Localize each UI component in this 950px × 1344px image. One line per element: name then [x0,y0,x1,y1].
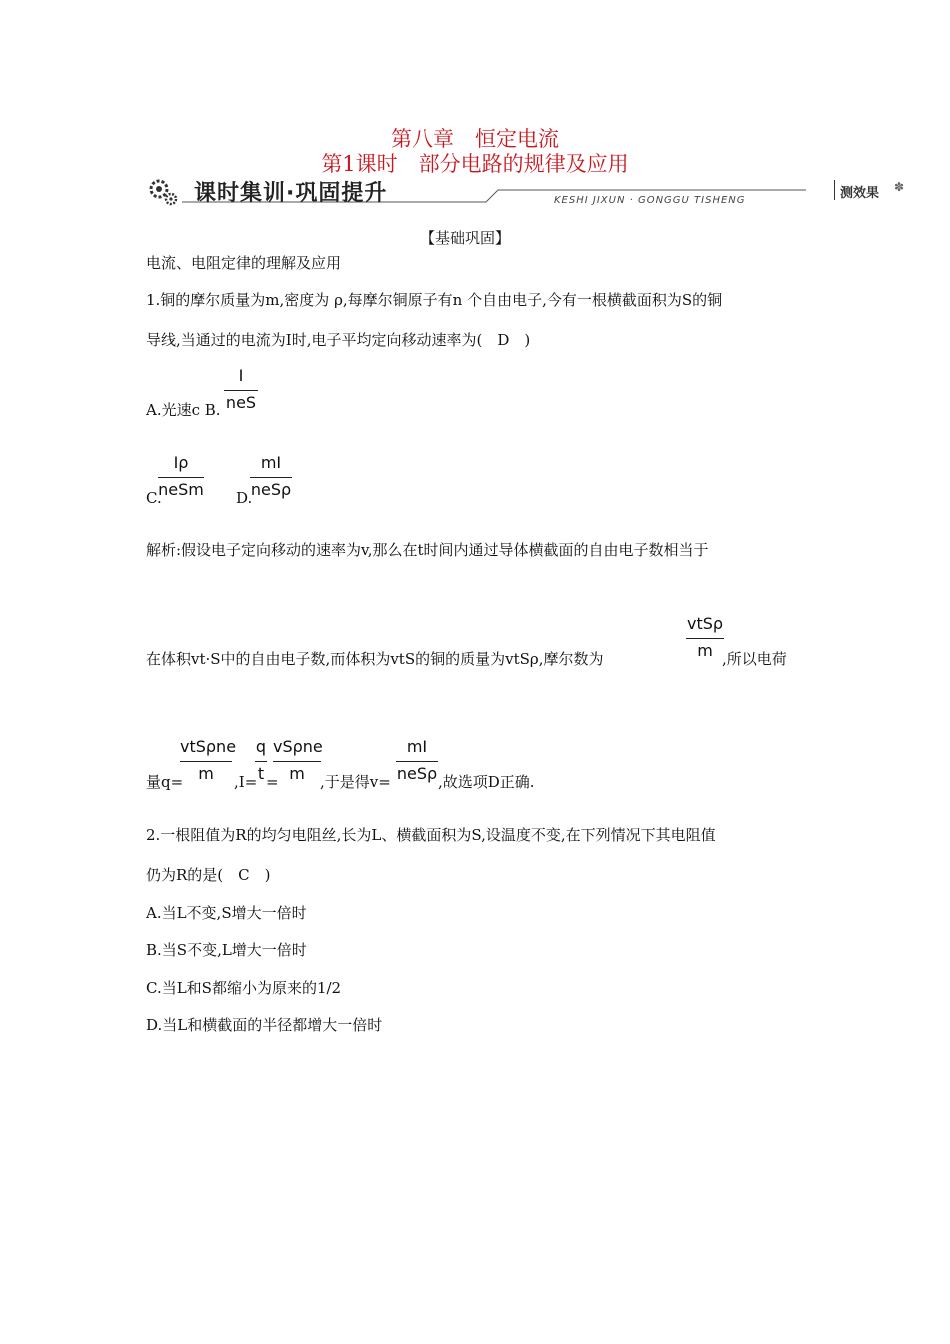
fraction-numerator: vtSρne [180,737,232,762]
q1-stem-line1: 1.铜的摩尔质量为m,密度为 ρ,每摩尔铜原子有n 个自由电子,今有一根横截面积为S的铜 [146,291,723,309]
q1-analysis-line3-part3: ,于是得v= [320,773,391,791]
fraction-denominator: m [697,641,713,660]
q1-current-fraction [273,737,321,784]
q1-analysis-line1: 解析:假设电子定向移动的速率为v,那么在t时间内通过导体横截面的自由电子数相当于 [146,541,709,559]
q2-option-a: A.当L不变,S增大一倍时 [146,904,307,922]
q1-stem-line2: 导线,当通过的电流为I时,电子平均定向移动速率为( D ) [146,331,531,349]
q2-stem-line2: 仍为R的是( C ) [146,866,271,884]
fraction-denominator: m [289,764,305,783]
q1-option-c-fraction [158,453,204,500]
q1-analysis-line3-part4: ,故选项D正确. [438,773,535,791]
section-topic: 电流、电阻定律的理解及应用 [146,254,342,272]
q2-option-b: B.当S不变,L增大一倍时 [146,941,307,959]
q2-option-c: C.当L和S都缩小为原来的1/2 [146,979,342,997]
fraction-numerator: vtSρ [686,614,724,639]
q2-stem-line1: 2.一根阻值为R的均匀电阻丝,长为L、横截面积为S,设温度不变,在下列情况下其电阻值 [146,826,716,844]
banner-right-label: 测效果 [840,186,880,201]
fraction-denominator: m [198,764,214,783]
q1-analysis-line2: 在体积vt·S中的自由电子数,而体积为vtS的铜的质量为vtSρ,摩尔数为 [146,650,604,668]
fraction-denominator: t [257,764,265,783]
fraction-numerator: mI [396,737,438,762]
q1-analysis-line3-part1: 量q= [146,773,184,791]
banner-subtitle: KESHI JIXUN · GONGGU TISHENG [554,195,746,206]
fraction-numerator: Iρ [158,453,204,478]
fraction-denominator: neSm [158,480,204,499]
fraction-numerator: mI [250,453,292,478]
banner-title: 课时集训·巩固提升 [194,181,388,206]
q1-analysis-line2-end: ,所以电荷 [722,650,787,668]
section-heading: 【基础巩固】 [420,229,511,247]
flower-icon: ✽ [894,180,905,194]
q1-option-d: D. [236,489,253,507]
chapter-title: 第八章 恒定电流 [391,127,559,151]
q1-molar-fraction [686,614,724,661]
q1-equals-sign: = [266,773,279,791]
q1-velocity-fraction [396,737,438,784]
fraction-denominator: neS [225,393,257,412]
q1-option-d-fraction [250,453,292,500]
fraction-numerator: q [255,737,267,762]
q1-option-b-fraction [224,366,258,413]
q1-analysis-line3-part2: ,I= [234,773,258,791]
fraction-denominator: neSρ [250,480,292,499]
lesson-title: 第1课时 部分电路的规律及应用 [321,152,629,176]
q2-option-d: D.当L和横截面的半径都增大一倍时 [146,1016,383,1034]
fraction-numerator: I [224,366,258,391]
fraction-numerator: vSρne [273,737,321,762]
q1-option-a-b: A.光速c B. [146,401,221,419]
q1-option-c: C. [146,489,162,507]
q1-charge-fraction [180,737,237,784]
banner-divider [834,180,835,200]
fraction-denominator: neSρ [396,764,438,783]
